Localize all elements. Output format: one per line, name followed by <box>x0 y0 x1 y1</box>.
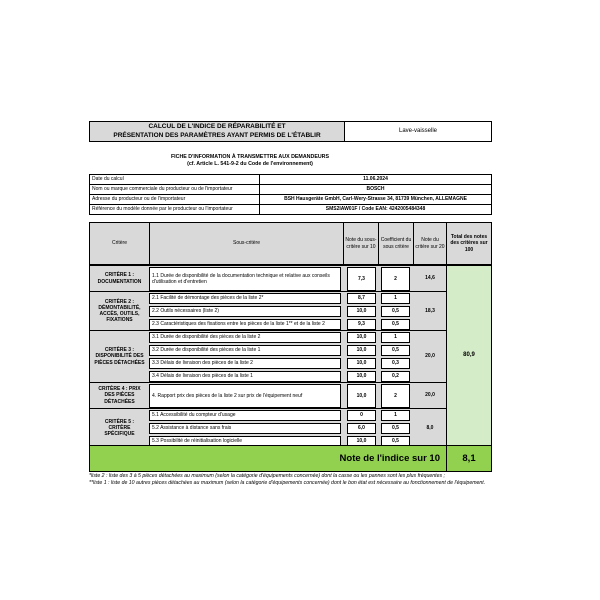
sub-criterion-label: 1.1 Durée de disponibilité de la documentation technique et relative aux conseils d'utilisation et d'entretien <box>149 267 341 291</box>
sub-criterion-coefficient: 2 <box>381 384 410 408</box>
sub-criterion-coefficient: 0,5 <box>381 319 410 330</box>
fiche-line-1: FICHE D'INFORMATION À TRANSMETTRE AUX DEMANDEURS <box>170 153 330 160</box>
header-sous-critere: Sous-critère <box>149 222 344 265</box>
sub-criterion-label: 3.4 Délais de livraison des pièces de la liste 1 <box>149 371 341 382</box>
sub-criterion-label: 2.1 Facilité de démontage des pièces de la liste 2* <box>149 293 341 304</box>
sub-criterion-coefficient: 0,5 <box>381 436 410 447</box>
sub-criterion-coefficient: 0,3 <box>381 358 410 369</box>
sub-criterion-note: 9,3 <box>347 319 376 330</box>
sub-criterion-note: 0 <box>347 410 376 421</box>
sub-criterion-coefficient: 1 <box>381 293 410 304</box>
total-score: 80,9 <box>446 265 492 446</box>
header-critere: Critère <box>89 222 150 265</box>
sub-criterion-label: 3.2 Durée de disponibilité des pièces de la liste 1 <box>149 345 341 356</box>
title-line-1: CALCUL DE L'INDICE DE RÉPARABILITÉ ET <box>148 123 286 131</box>
sub-criterion-coefficient: 0,2 <box>381 371 410 382</box>
criterion-name: CRITÈRE 2 : DÉMONTABILITÉ, ACCÈS, OUTILS, FIXATIONS <box>98 298 141 324</box>
sub-criterion-coefficient: 1 <box>381 332 410 343</box>
fiche-line-2: (cf. Article L. 541-9-2 du Code de l'environnement) <box>187 161 313 167</box>
info-label: Date du calcul <box>89 174 260 185</box>
sub-criterion-coefficient: 2 <box>381 267 410 291</box>
sub-criterion-label: 3.1 Durée de disponibilité des pièces de la liste 2 <box>149 332 341 343</box>
criterion-name: CRITÈRE 1 : DOCUMENTATION <box>97 272 142 285</box>
footnote-liste-2: *liste 2 : liste des 3 à 5 pièces détachées au maximum (selon la catégorie d'équipements concernée) dont la casse ou les pannes sont les plus fréquentes ; <box>89 473 445 479</box>
final-index-label: Note de l'indice sur 10 <box>339 453 440 464</box>
criterion-score: 20,0 <box>425 353 435 360</box>
criterion-name: CRITÈRE 5 : CRITÈRE SPÉCIFIQUE <box>104 418 135 438</box>
sub-criterion-note: 8,7 <box>347 293 376 304</box>
footnote-liste-1: **liste 1 : liste de 10 autres pièces détachées au maximum (selon la catégorie d'équipements concernée) dont le bon état est nécessaire au fonctionnement de l'équipement. <box>89 479 486 486</box>
sub-criterion-note: 10,0 <box>347 345 376 356</box>
info-value: SMS2IAW01F / Code EAN: 4242005484348 <box>259 204 492 215</box>
header-total: Total des notes des critères sur 100 <box>446 222 492 265</box>
info-label: Référence du modèle donnée par le producteur ou l'importateur <box>89 204 260 215</box>
info-value: 11.06.2024 <box>259 174 492 185</box>
sub-criterion-coefficient: 0,5 <box>381 345 410 356</box>
title-line-2: PRÉSENTATION DES PARAMÈTRES AYANT PERMIS DE L'ÉTABLIR <box>113 131 321 139</box>
sub-criterion-coefficient: 1 <box>381 410 410 421</box>
header-coefficient: Coefficient du sous critère <box>378 222 414 265</box>
sub-criterion-label: 2.2 Outils nécessaires (liste 2) <box>149 306 341 317</box>
header-note-critere: Note du critère sur 20 <box>413 222 447 265</box>
sub-criterion-note: 10,0 <box>347 306 376 317</box>
criterion-score: 20,0 <box>425 392 435 399</box>
product-category: Lave-vaisselle <box>344 121 492 142</box>
header-note-sous-critere: Note du sous-critère sur 10 <box>343 222 379 265</box>
sub-criterion-label: 5.1 Accessibilité du compteur d'usage <box>149 410 341 421</box>
sub-criterion-label: 5.3 Possibilité de réinitialisation logicielle <box>149 436 341 447</box>
sub-criterion-note: 7,3 <box>347 267 376 291</box>
criterion-score: 8,0 <box>426 424 434 431</box>
sub-criterion-label: 4. Rapport prix des pièces de la liste 2 sur prix de l'équipement neuf <box>149 384 341 408</box>
final-index-value: 8,1 <box>446 445 492 472</box>
sub-criterion-note: 10,0 <box>347 358 376 369</box>
sub-criterion-label: 3.3 Délais de livraison des pièces de la liste 2 <box>149 358 341 369</box>
fiche-subtitle <box>140 152 360 170</box>
info-label: Nom ou marque commerciale du producteur ou de l'importateur <box>89 184 260 195</box>
criterion-name: CRITÈRE 3 : DISPONIBILITÉ DES PIÈCES DÉTACHÉES <box>94 347 145 366</box>
sub-criterion-coefficient: 0,5 <box>381 423 410 434</box>
sub-criterion-label: 5.2 Assistance à distance sans frais <box>149 423 341 434</box>
info-label: Adresse du producteur ou de l'importateur <box>89 194 260 205</box>
sub-criterion-note: 10,0 <box>347 371 376 382</box>
sub-criterion-coefficient: 0,5 <box>381 306 410 317</box>
sub-criterion-note: 10,0 <box>347 436 376 447</box>
info-value: BOSCH <box>259 184 492 195</box>
document-title <box>89 121 345 142</box>
criterion-name: CRITÈRE 4 : PRIX DES PIÈCES DÉTACHÉES <box>98 386 141 405</box>
sub-criterion-label: 2.3 Caractéristiques des fixations entre les pièces de la liste 1** et de la liste 2 <box>149 319 341 330</box>
sub-criterion-note: 6,0 <box>347 423 376 434</box>
criterion-score: 18,3 <box>425 307 435 314</box>
sub-criterion-note: 10,0 <box>347 384 376 408</box>
footnotes <box>89 473 509 489</box>
sub-criterion-note: 10,0 <box>347 332 376 343</box>
info-value: BSH Hausgeräte GmbH, Carl-Wery-Strasse 34, 81739 München, ALLEMAGNE <box>259 194 492 205</box>
criterion-score: 14,6 <box>425 275 435 282</box>
